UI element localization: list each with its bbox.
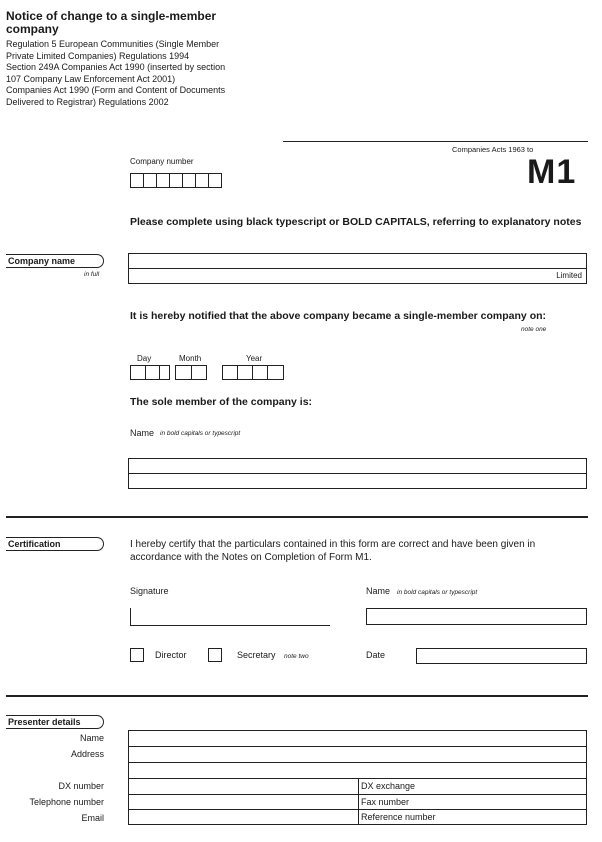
- field-divider: [129, 473, 586, 474]
- dx-exchange-label: DX exchange: [361, 781, 416, 791]
- digit-box[interactable]: [182, 173, 196, 188]
- regulation-line: Delivered to Registrar) Regulations 2002: [6, 96, 169, 107]
- sole-member-name-note: in bold capitals or typescript: [160, 430, 241, 437]
- presenter-address-label: Address: [70, 749, 104, 759]
- signature-field[interactable]: [130, 608, 330, 626]
- digit-box[interactable]: [169, 173, 183, 188]
- presenter-name-label: Name: [79, 733, 104, 743]
- company-number-boxes[interactable]: [130, 173, 222, 188]
- dx-number-label: DX number: [58, 781, 104, 791]
- date-label: Date: [366, 650, 386, 660]
- certification-text-1: I hereby certify that the particulars contained in this form are correct and have been given in: [130, 539, 536, 550]
- regulation-line: Private Limited Companies) Regulations 1994: [6, 50, 190, 61]
- grid-column-divider: [358, 778, 359, 824]
- regulation-line: Regulation 5 European Communities (Single Member: [6, 39, 220, 49]
- certifier-name-note: in bold capitals or typescript: [397, 589, 478, 596]
- form-title: Notice of change to a single-member company: [6, 9, 217, 36]
- director-label: Director: [155, 650, 187, 660]
- grid-line: [129, 762, 586, 763]
- box-divider: [237, 366, 238, 379]
- secretary-label: Secretary: [237, 650, 276, 660]
- box-divider: [191, 366, 192, 379]
- sole-member-name-label: Name: [130, 428, 155, 438]
- signature-label: Signature: [130, 586, 169, 596]
- instructions-text: Please complete using black typescript or BOLD CAPITALS, referring to explanatory notes: [130, 216, 582, 228]
- day-label: Day: [137, 354, 152, 363]
- section-divider: [6, 516, 588, 518]
- director-checkbox[interactable]: [130, 648, 144, 662]
- secretary-checkbox[interactable]: [208, 648, 222, 662]
- day-field[interactable]: [130, 365, 160, 380]
- year-label: Year: [246, 354, 263, 363]
- header-rule: [283, 141, 588, 142]
- date-field[interactable]: [416, 648, 587, 664]
- regulations-list: [6, 39, 225, 108]
- reference-number-label: Reference number: [361, 812, 436, 822]
- company-name-field[interactable]: [128, 253, 587, 284]
- digit-box[interactable]: [143, 173, 157, 188]
- box-divider: [267, 366, 268, 379]
- form-code: M1: [527, 153, 577, 191]
- fax-number-label: Fax number: [361, 797, 410, 807]
- box-divider: [252, 366, 253, 379]
- secretary-note: note two: [284, 653, 309, 660]
- digit-box[interactable]: [156, 173, 170, 188]
- email-label: Email: [81, 813, 104, 823]
- sole-member-heading: The sole member of the company is:: [130, 396, 313, 408]
- digit-box[interactable]: [208, 173, 222, 188]
- sole-member-name-field[interactable]: [128, 458, 587, 489]
- certifier-name-field[interactable]: [366, 608, 587, 625]
- year-field[interactable]: [222, 365, 284, 380]
- section-divider: [6, 695, 588, 697]
- grid-line: [129, 746, 586, 747]
- telephone-label: Telephone number: [29, 797, 104, 807]
- box-divider: [145, 366, 146, 379]
- limited-suffix: Limited: [556, 271, 582, 280]
- presenter-tab: Presenter details: [6, 715, 104, 729]
- companies-acts-label: Companies Acts 1963 to: [452, 145, 534, 154]
- company-name-note: in full: [84, 271, 100, 278]
- certifier-name-label: Name: [366, 586, 391, 596]
- regulation-line: Section 249A Companies Act 1990 (inserted by section: [6, 62, 226, 72]
- certification-tab: Certification: [6, 537, 104, 551]
- month-field[interactable]: [175, 365, 207, 380]
- regulation-line: Companies Act 1990 (Form and Content of Documents: [6, 85, 226, 95]
- company-number-label: Company number: [130, 157, 194, 166]
- month-label: Month: [179, 354, 202, 363]
- notice-note: note one: [521, 326, 547, 333]
- regulation-line: 107 Company Law Enforcement Act 2001): [6, 73, 176, 84]
- presenter-details-grid: [128, 730, 587, 825]
- company-name-tab: Company name: [6, 254, 104, 268]
- field-divider: [129, 268, 586, 269]
- certification-text-2: accordance with the Notes on Completion of Form M1.: [130, 552, 372, 563]
- notice-statement: It is hereby notified that the above company became a single-member company on:: [130, 310, 547, 322]
- digit-box[interactable]: [130, 173, 144, 188]
- digit-box[interactable]: [195, 173, 209, 188]
